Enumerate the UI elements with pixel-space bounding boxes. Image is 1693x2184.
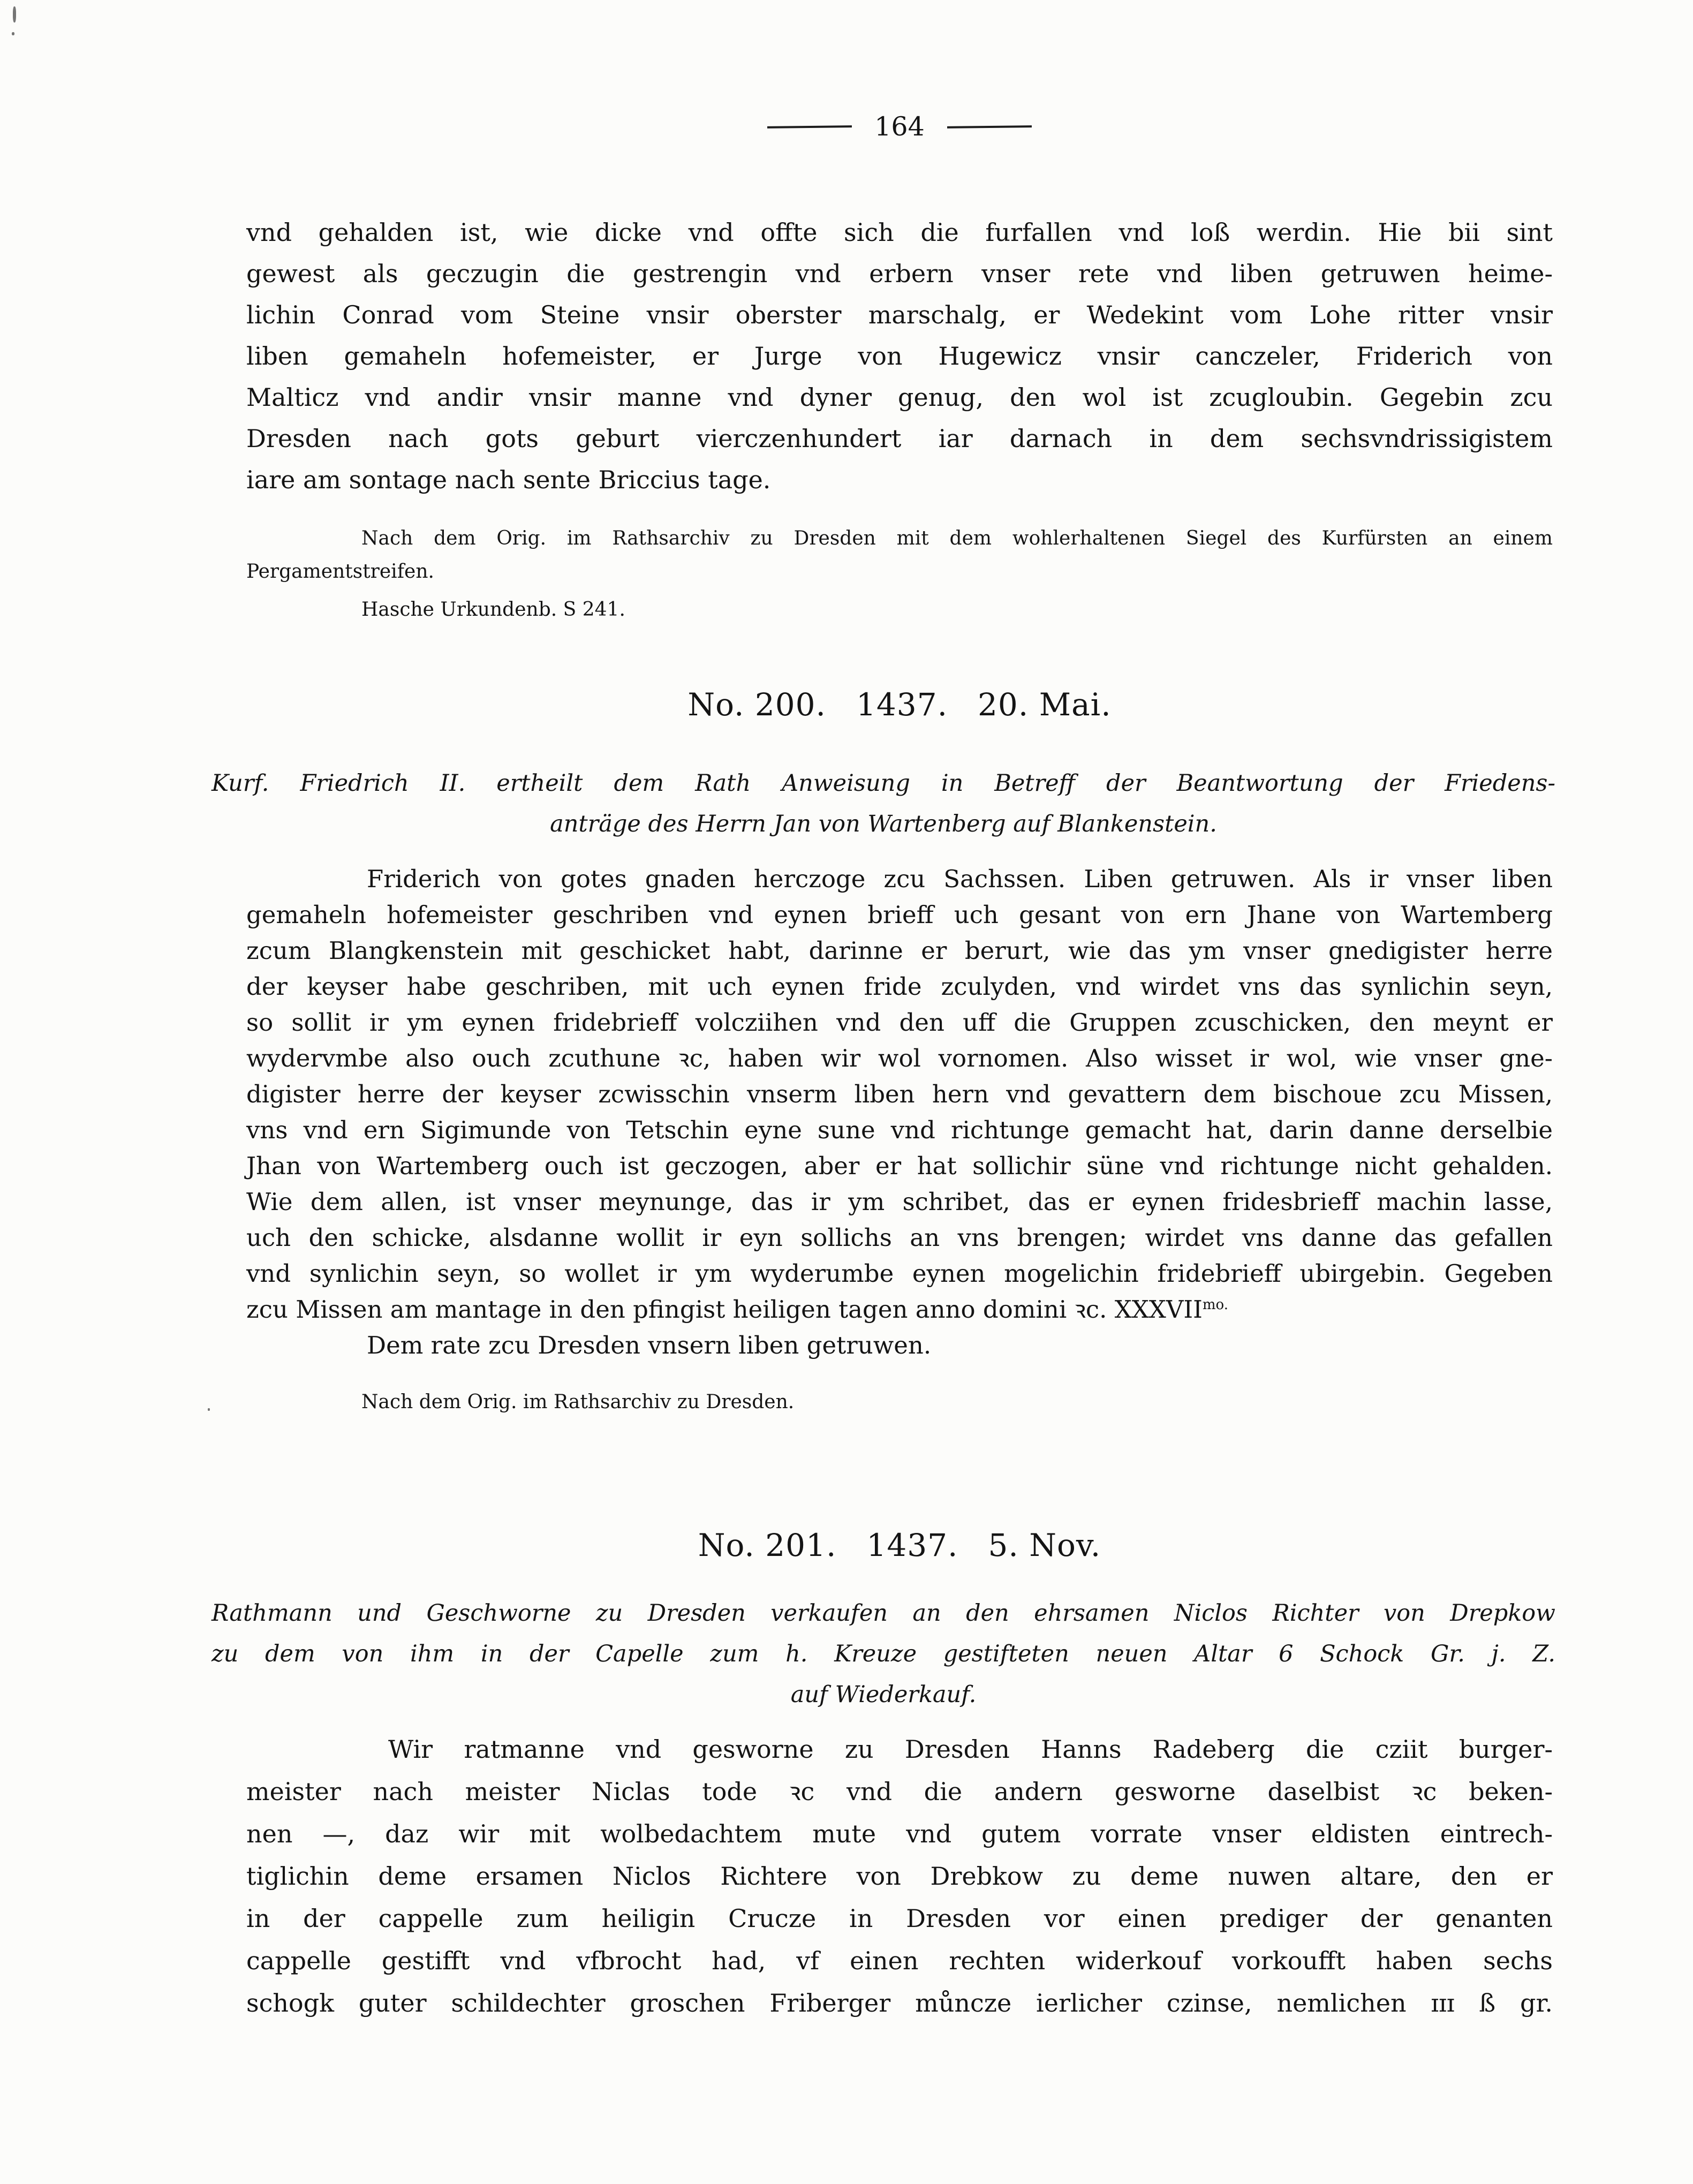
doc-201-body [246,1728,1553,2024]
text-line: schogk guter schildechter groschen Friberger můncze ierlicher czinse, nemlichen ɪɪɪ ß gr. [246,1989,1553,2017]
page-header [246,111,1553,142]
text-line: Pergamentstreifen. [246,561,434,583]
doc-201-number: No. 201. [698,1527,837,1563]
source-citation: Hasche Urkundenb. S 241. [361,599,625,621]
previous-charter-continuation [246,212,1553,501]
archival-note-lines [246,522,1553,588]
doc-200-archival-note: Nach dem Orig. im Rathsarchiv zu Dresden. [361,1391,795,1413]
scan-artifact [13,6,16,22]
doc-200-number: No. 200. [687,686,826,723]
doc-200-dateline: zcu Missen am mantage in den pfingist heiligen tagen anno domini ꝛc. XXXVII [246,1295,1203,1324]
doc-201-heading [246,1527,1553,1563]
text-line: Jhan von Wartemberg ouch ist geczogen, aber er hat sollichir süne vnd richtunge nicht gehalden. [246,1152,1553,1180]
doc-200-regest-lines [211,763,1555,844]
text-line: lichin Conrad vom Steine vnsir oberster marschalg, er Wedekint vom Lohe ritter vnsir [246,300,1553,329]
text-line: zu dem von ihm in der Capelle zum h. Kreuze gestifteten neuen Altar 6 Schock Gr. j. Z. [211,1641,1555,1667]
text-line: vnd synlichin seyn, so wollet ir ym wyderumbe eynen mogelichin fridebrieff ubirgebin. Gegeben [246,1259,1553,1288]
text-line: uch den schicke, alsdanne wollit ir eyn sollichs an vns brengen; wirdet vns danne das gefallen [246,1223,1553,1252]
text-line: wydervmbe also ouch zcuthune ꝛc, haben wir wol vornomen. Also wisset ir wol, wie vnser gne- [246,1044,1553,1072]
doc-201-regest [211,1593,1555,1715]
text-line: Kurf. Friedrich II. ertheilt dem Rath Anweisung in Betreff der Beantwortung der Friedens- [211,770,1555,797]
doc-200-heading [246,686,1553,723]
text-line: gewest als geczugin die gestrengin vnd erbern vnser rete vnd liben getruwen heime- [246,259,1553,288]
text-line: nen —, daz wir mit wolbedachtem mute vnd gutem vorrate vnser eldisten eintrech- [246,1819,1553,1848]
doc-201-body-lines [246,1728,1553,2024]
doc-200-date: 20. Mai. [978,686,1112,723]
text-line: zcum Blangkenstein mit geschicket habt, darinne er berurt, wie das ym vnser gnedigister herre [246,936,1553,965]
text-line: vnd gehalden ist, wie dicke vnd offte sich die furfallen vnd loß werdin. Hie bii sint [246,218,1553,247]
doc-201-year: 1437. [866,1527,958,1563]
text-line: in der cappelle zum heiligin Crucze in Dresden vor einen prediger der genanten [246,1904,1553,1933]
text-line: Friderich von gotes gnaden herczoge zcu Sachssen. Liben getruwen. Als ir vnser liben [367,865,1553,893]
header-rule-left [767,125,852,129]
text-line: Nach dem Orig. im Rathsarchiv zu Dresden mit dem wohlerhaltenen Siegel des Kurfürsten an einem [361,527,1553,549]
scan-artifact [208,1408,210,1411]
doc-200-body [246,861,1553,1363]
text-line: der keyser habe geschriben, mit uch eynen fride zculyden, vnd wirdet vns das synlichin seyn, [246,972,1553,1001]
text-line: Dresden nach gots geburt vierczenhundert iar darnach in dem sechsvndrissigistem [246,424,1553,453]
text-line: anträge des Herrn Jan von Wartenberg auf Blankenstein. [550,811,1217,837]
text-line: vns vnd ern Sigimunde von Tetschin eyne sune vnd richtunge gemacht hat, darin danne derselbie [246,1116,1553,1144]
text-line: gemaheln hofemeister geschriben vnd eynen brieff uch gesant von ern Jhane von Wartemberg [246,901,1553,929]
scan-artifact [12,32,14,35]
doc-200-address: Dem rate zcu Dresden vnsern liben getruwen. [367,1331,932,1359]
text-line: liben gemaheln hofemeister, er Jurge von Hugewicz vnsir canczeler, Friderich von [246,342,1553,371]
text-line: cappelle gestifft vnd vfbrocht had, vf einen rechten widerkouf vorkoufft haben sechs [246,1946,1553,1975]
doc-200-body-last-line [246,1291,1553,1327]
doc-200-body-lines [246,861,1553,1291]
text-line: Malticz vnd andir vnsir manne vnd dyner genug, den wol ist zcugloubin. Gegebin zcu [246,383,1553,412]
continuation-lines [246,212,1553,501]
text-line: Wie dem allen, ist vnser meynunge, das ir ym schribet, das er eynen fridesbrieff machin lasse, [246,1188,1553,1216]
text-line: iare am sontage nach sente Briccius tage. [246,465,771,494]
text-line: Rathmann und Geschworne zu Dresden verkaufen an den ehrsamen Niclos Richter von Drepkow [211,1600,1555,1627]
header-rule-right [947,125,1032,129]
doc-200-superscript: mo. [1202,1297,1228,1313]
doc-200-year: 1437. [856,686,948,723]
text-line: tiglichin deme ersamen Niclos Richtere von Drebkow zu deme nuwen altare, den er [246,1862,1553,1891]
doc-201-regest-lines [211,1593,1555,1715]
page-number: 164 [874,111,925,142]
doc-200-regest [211,763,1555,844]
text-line: auf Wiederkauf. [790,1681,977,1708]
text-line: so sollit ir ym eynen fridebrieff volcziihen vnd den uff die Gruppen zcuschicken, den meynt er [246,1008,1553,1037]
text-line: Wir ratmanne vnd gesworne zu Dresden Hanns Radeberg die cziit burger- [388,1735,1553,1764]
text-line: digister herre der keyser zcwisschin vnserm liben hern vnd gevattern dem bischoue zcu Missen, [246,1080,1553,1108]
archival-note-previous-charter [246,522,1553,588]
text-line: meister nach meister Niclas tode ꝛc vnd die andern gesworne daselbist ꝛc beken- [246,1777,1553,1806]
doc-201-date: 5. Nov. [988,1527,1101,1563]
